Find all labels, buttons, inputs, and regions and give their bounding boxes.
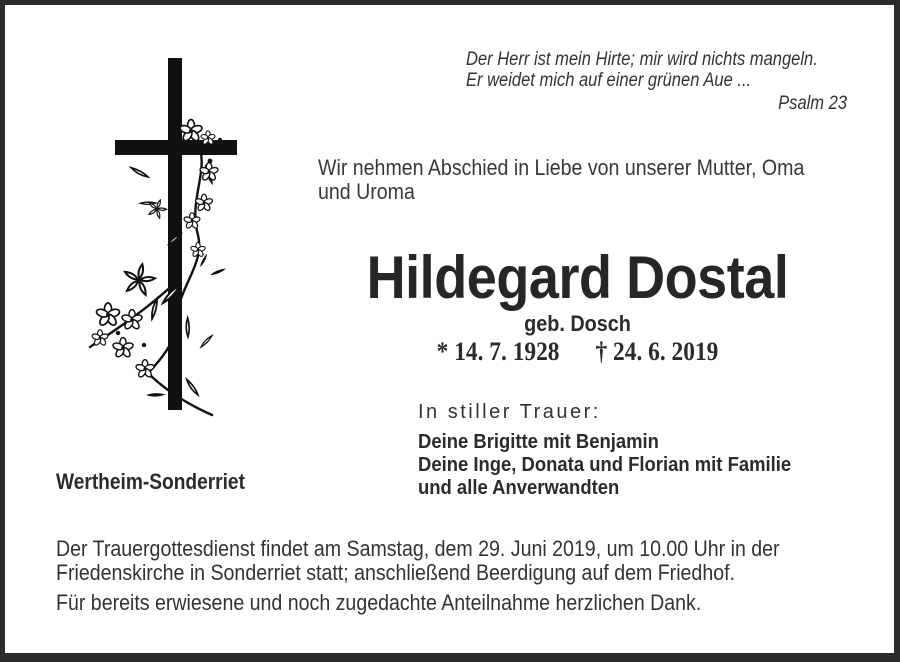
farewell-intro-line: Wir nehmen Abschied in Liebe von unserer Mutter, Oma — [318, 155, 805, 180]
psalm-attribution: Psalm 23 — [778, 93, 848, 114]
farewell-intro-line: und Uroma — [318, 179, 415, 204]
psalm-quote-line: Er weidet mich auf einer grünen Aue ... — [466, 70, 752, 91]
thanks-line: Für bereits erwiesene und noch zugedachte Anteilnahme herzlichen Dank. — [56, 590, 702, 615]
service-line: Friedenskirche in Sonderriet statt; anschließend Beerdigung auf dem Friedhof. — [56, 560, 735, 585]
birth-date: * 14. 7. 1928 — [436, 337, 560, 366]
death-date: † 24. 6. 2019 — [595, 337, 719, 366]
deceased-block — [320, 244, 835, 366]
psalm-quote — [466, 49, 852, 114]
place-name: Wertheim-Sonderriet — [56, 469, 245, 494]
mourner-line: Deine Inge, Donata und Florian mit Familie — [418, 453, 792, 476]
cross-with-flowers-icon — [60, 45, 260, 425]
life-dates — [346, 338, 810, 366]
service-details — [56, 537, 874, 615]
mourner-line: und alle Anverwandten — [418, 476, 620, 499]
mourning-block — [418, 400, 900, 499]
service-line: Der Trauergottesdienst findet am Samstag, dem 29. Juni 2019, um 10.00 Uhr in der — [56, 536, 780, 561]
mourning-header: In stiller Trauer: — [418, 401, 601, 423]
farewell-intro — [318, 156, 875, 204]
maiden-name: geb. Dosch — [524, 311, 631, 336]
deceased-name: Hildegard Dostal — [366, 244, 789, 311]
mourner-line: Deine Brigitte mit Benjamin — [418, 430, 659, 453]
psalm-quote-line: Der Herr ist mein Hirte; mir wird nichts mangeln. — [466, 49, 818, 70]
